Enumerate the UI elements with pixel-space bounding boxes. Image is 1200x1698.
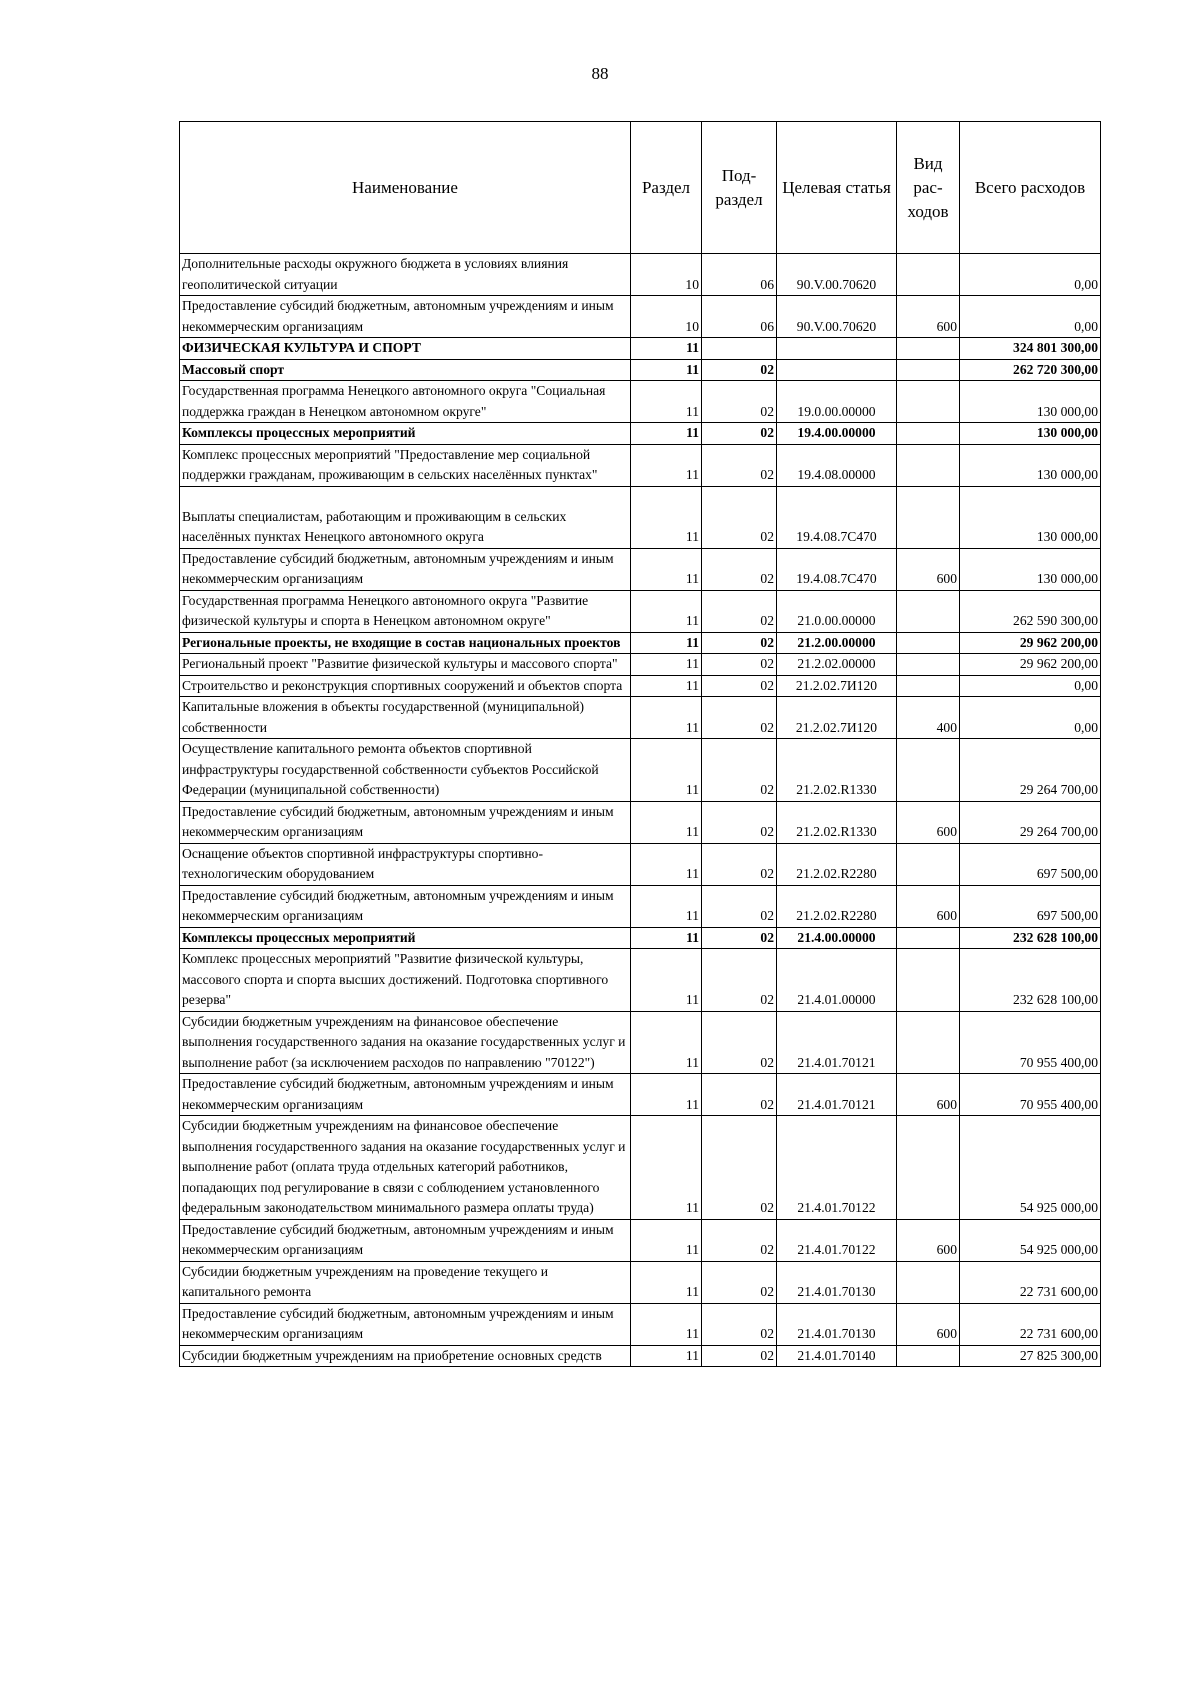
- table-row: [180, 254, 1101, 296]
- cell-name: Комплекс процессных мероприятий "Развитие физической культуры, массового спорта и спорта высших достижений. Подготовка спортивного резерва": [180, 949, 631, 1012]
- cell-statya: 21.4.01.70130: [777, 1261, 897, 1303]
- cell-razdel: 11: [631, 801, 702, 843]
- cell-statya: 21.2.02.7И120: [777, 675, 897, 697]
- cell-vid: [897, 254, 960, 296]
- cell-total: 29 962 200,00: [960, 654, 1101, 676]
- cell-name: Комплексы процессных мероприятий: [180, 423, 631, 445]
- cell-name: Строительство и реконструкция спортивных сооружений и объектов спорта: [180, 675, 631, 697]
- cell-vid: [897, 486, 960, 548]
- cell-name: Выплаты специалистам, работающим и проживающим в сельских населённых пунктах Ненецкого автономного округа: [180, 486, 631, 548]
- cell-razdel: 11: [631, 654, 702, 676]
- cell-statya: 21.4.01.70122: [777, 1219, 897, 1261]
- cell-statya: 21.2.00.00000: [777, 632, 897, 654]
- cell-name: Субсидии бюджетным учреждениям на финансовое обеспечение выполнения государственного задания на оказание государственных услуг и выполнение работ (за исключением расходов по направлению "70122"): [180, 1011, 631, 1074]
- cell-razdel: 11: [631, 486, 702, 548]
- cell-vid: 600: [897, 1074, 960, 1116]
- cell-statya: 21.2.02.R2280: [777, 885, 897, 927]
- table-row: [180, 486, 1101, 548]
- cell-podrazdel: 06: [702, 296, 777, 338]
- cell-podrazdel: 02: [702, 675, 777, 697]
- cell-statya: 21.4.01.70122: [777, 1116, 897, 1220]
- table-row: [180, 927, 1101, 949]
- cell-total: 29 264 700,00: [960, 739, 1101, 802]
- cell-razdel: 11: [631, 381, 702, 423]
- cell-vid: [897, 1345, 960, 1367]
- cell-total: 54 925 000,00: [960, 1116, 1101, 1220]
- cell-vid: [897, 590, 960, 632]
- cell-total: 130 000,00: [960, 548, 1101, 590]
- cell-vid: [897, 359, 960, 381]
- cell-vid: 600: [897, 801, 960, 843]
- cell-vid: [897, 675, 960, 697]
- cell-razdel: 10: [631, 254, 702, 296]
- header-total: Всего расходов: [960, 122, 1101, 254]
- cell-razdel: 11: [631, 590, 702, 632]
- cell-total: 29 264 700,00: [960, 801, 1101, 843]
- cell-name: Предоставление субсидий бюджетным, автономным учреждениям и иным некоммерческим организациям: [180, 885, 631, 927]
- cell-statya: 21.0.00.00000: [777, 590, 897, 632]
- table-row: [180, 739, 1101, 802]
- table-row: [180, 1011, 1101, 1074]
- table-row: [180, 381, 1101, 423]
- cell-statya: 19.4.08.7С470: [777, 486, 897, 548]
- cell-total: 54 925 000,00: [960, 1219, 1101, 1261]
- cell-podrazdel: 02: [702, 949, 777, 1012]
- cell-total: 262 590 300,00: [960, 590, 1101, 632]
- cell-total: 22 731 600,00: [960, 1303, 1101, 1345]
- cell-vid: [897, 423, 960, 445]
- cell-total: 697 500,00: [960, 843, 1101, 885]
- cell-vid: [897, 654, 960, 676]
- cell-razdel: 11: [631, 885, 702, 927]
- table-row: [180, 675, 1101, 697]
- cell-statya: 21.2.02.R1330: [777, 739, 897, 802]
- cell-total: 27 825 300,00: [960, 1345, 1101, 1367]
- table-row: [180, 590, 1101, 632]
- cell-podrazdel: 02: [702, 590, 777, 632]
- cell-podrazdel: 02: [702, 632, 777, 654]
- table-row: [180, 801, 1101, 843]
- cell-name: Комплексы процессных мероприятий: [180, 927, 631, 949]
- cell-razdel: 11: [631, 1219, 702, 1261]
- cell-statya: 21.4.01.70140: [777, 1345, 897, 1367]
- header-podrazdel: Под-раздел: [702, 122, 777, 254]
- table-row: [180, 1303, 1101, 1345]
- cell-podrazdel: 02: [702, 1303, 777, 1345]
- cell-razdel: 11: [631, 949, 702, 1012]
- cell-total: 0,00: [960, 296, 1101, 338]
- cell-razdel: 11: [631, 675, 702, 697]
- cell-razdel: 11: [631, 697, 702, 739]
- cell-vid: 600: [897, 1303, 960, 1345]
- cell-podrazdel: 02: [702, 843, 777, 885]
- cell-statya: 21.4.00.00000: [777, 927, 897, 949]
- cell-name: Осуществление капитального ремонта объектов спортивной инфраструктуры государственной собственности субъектов Российской Федерации (муниципальной собственности): [180, 739, 631, 802]
- cell-vid: [897, 739, 960, 802]
- cell-name: Комплекс процессных мероприятий "Предоставление мер социальной поддержки гражданам, проживающим в сельских населённых пунктах": [180, 444, 631, 486]
- cell-podrazdel: 02: [702, 423, 777, 445]
- table-row: [180, 843, 1101, 885]
- cell-statya: [777, 359, 897, 381]
- cell-podrazdel: 06: [702, 254, 777, 296]
- cell-total: 130 000,00: [960, 444, 1101, 486]
- cell-razdel: 11: [631, 1303, 702, 1345]
- cell-vid: [897, 927, 960, 949]
- table-row: [180, 1345, 1101, 1367]
- cell-statya: 21.4.01.70121: [777, 1011, 897, 1074]
- cell-name: Субсидии бюджетным учреждениям на финансовое обеспечение выполнения государственного задания на оказание государственных услуг и выполнение работ (оплата труда отдельных категорий работников, попадающих под регулирование в связи с соблюдением установленного федеральным законодательством минимального размера оплаты труда): [180, 1116, 631, 1220]
- cell-name: ФИЗИЧЕСКАЯ КУЛЬТУРА И СПОРТ: [180, 338, 631, 360]
- header-statya: Целевая статья: [777, 122, 897, 254]
- cell-total: 70 955 400,00: [960, 1011, 1101, 1074]
- cell-statya: 90.V.00.70620: [777, 254, 897, 296]
- cell-total: 130 000,00: [960, 486, 1101, 548]
- cell-name: Предоставление субсидий бюджетным, автономным учреждениям и иным некоммерческим организациям: [180, 548, 631, 590]
- cell-vid: [897, 1116, 960, 1220]
- cell-vid: [897, 949, 960, 1012]
- cell-razdel: 11: [631, 927, 702, 949]
- cell-total: 22 731 600,00: [960, 1261, 1101, 1303]
- cell-total: 262 720 300,00: [960, 359, 1101, 381]
- cell-statya: 90.V.00.70620: [777, 296, 897, 338]
- page-number: 88: [591, 64, 609, 83]
- cell-razdel: 11: [631, 1261, 702, 1303]
- cell-statya: 19.4.08.00000: [777, 444, 897, 486]
- cell-total: 232 628 100,00: [960, 927, 1101, 949]
- cell-podrazdel: 02: [702, 359, 777, 381]
- cell-vid: 600: [897, 296, 960, 338]
- table-row: [180, 654, 1101, 676]
- table-row: [180, 697, 1101, 739]
- cell-podrazdel: 02: [702, 1219, 777, 1261]
- cell-razdel: 11: [631, 843, 702, 885]
- cell-podrazdel: 02: [702, 1074, 777, 1116]
- cell-razdel: 11: [631, 1345, 702, 1367]
- cell-statya: 21.2.02.R1330: [777, 801, 897, 843]
- cell-statya: 21.2.02.R2280: [777, 843, 897, 885]
- header-vid: Вид рас-ходов: [897, 122, 960, 254]
- cell-name: Массовый спорт: [180, 359, 631, 381]
- cell-razdel: 11: [631, 444, 702, 486]
- cell-name: Предоставление субсидий бюджетным, автономным учреждениям и иным некоммерческим организациям: [180, 296, 631, 338]
- table-row: [180, 632, 1101, 654]
- cell-vid: [897, 843, 960, 885]
- cell-razdel: 11: [631, 338, 702, 360]
- cell-razdel: 11: [631, 359, 702, 381]
- cell-statya: 21.4.01.00000: [777, 949, 897, 1012]
- table-row: [180, 296, 1101, 338]
- table-row: [180, 548, 1101, 590]
- budget-table: [179, 121, 1101, 1367]
- cell-vid: [897, 381, 960, 423]
- cell-podrazdel: 02: [702, 486, 777, 548]
- cell-name: Региональные проекты, не входящие в состав национальных проектов: [180, 632, 631, 654]
- cell-total: 70 955 400,00: [960, 1074, 1101, 1116]
- cell-podrazdel: 02: [702, 548, 777, 590]
- cell-podrazdel: 02: [702, 1011, 777, 1074]
- table-row: [180, 885, 1101, 927]
- cell-statya: 19.4.08.7С470: [777, 548, 897, 590]
- cell-podrazdel: 02: [702, 739, 777, 802]
- table-row: [180, 1261, 1101, 1303]
- cell-podrazdel: 02: [702, 885, 777, 927]
- cell-razdel: 11: [631, 1116, 702, 1220]
- cell-vid: [897, 338, 960, 360]
- cell-name: Предоставление субсидий бюджетным, автономным учреждениям и иным некоммерческим организациям: [180, 1074, 631, 1116]
- cell-razdel: 11: [631, 548, 702, 590]
- cell-name: Предоставление субсидий бюджетным, автономным учреждениям и иным некоммерческим организациям: [180, 801, 631, 843]
- cell-statya: 21.4.01.70121: [777, 1074, 897, 1116]
- cell-podrazdel: 02: [702, 1261, 777, 1303]
- table-row: [180, 1074, 1101, 1116]
- table-row: [180, 444, 1101, 486]
- cell-podrazdel: 02: [702, 381, 777, 423]
- cell-razdel: 11: [631, 739, 702, 802]
- cell-total: 0,00: [960, 254, 1101, 296]
- cell-statya: 21.2.02.00000: [777, 654, 897, 676]
- cell-name: Оснащение объектов спортивной инфраструктуры спортивно-технологическим оборудованием: [180, 843, 631, 885]
- cell-vid: 600: [897, 1219, 960, 1261]
- cell-razdel: 11: [631, 632, 702, 654]
- cell-statya: 21.4.01.70130: [777, 1303, 897, 1345]
- cell-razdel: 10: [631, 296, 702, 338]
- header-name: Наименование: [180, 122, 631, 254]
- cell-statya: 21.2.02.7И120: [777, 697, 897, 739]
- cell-total: 697 500,00: [960, 885, 1101, 927]
- cell-name: Субсидии бюджетным учреждениям на приобретение основных средств: [180, 1345, 631, 1367]
- cell-name: Государственная программа Ненецкого автономного округа "Социальная поддержка граждан в Ненецком автономном округе": [180, 381, 631, 423]
- table-row: [180, 423, 1101, 445]
- table-header: [180, 122, 1101, 254]
- cell-name: Государственная программа Ненецкого автономного округа "Развитие физической культуры и спорта в Ненецком автономном округе": [180, 590, 631, 632]
- cell-name: Предоставление субсидий бюджетным, автономным учреждениям и иным некоммерческим организациям: [180, 1219, 631, 1261]
- cell-podrazdel: 02: [702, 927, 777, 949]
- cell-vid: [897, 1011, 960, 1074]
- cell-statya: 19.0.00.00000: [777, 381, 897, 423]
- cell-podrazdel: 02: [702, 801, 777, 843]
- cell-podrazdel: 02: [702, 1345, 777, 1367]
- table-row: [180, 359, 1101, 381]
- cell-razdel: 11: [631, 1074, 702, 1116]
- cell-vid: 600: [897, 548, 960, 590]
- table-body: [180, 254, 1101, 1367]
- cell-vid: [897, 1261, 960, 1303]
- table-row: [180, 338, 1101, 360]
- cell-name: Субсидии бюджетным учреждениям на проведение текущего и капитального ремонта: [180, 1261, 631, 1303]
- cell-vid: [897, 632, 960, 654]
- cell-name: Капитальные вложения в объекты государственной (муниципальной) собственности: [180, 697, 631, 739]
- header-razdel: Раздел: [631, 122, 702, 254]
- cell-name: Дополнительные расходы окружного бюджета в условиях влияния геополитической ситуации: [180, 254, 631, 296]
- cell-total: 232 628 100,00: [960, 949, 1101, 1012]
- table-row: [180, 1219, 1101, 1261]
- cell-name: Региональный проект "Развитие физической культуры и массового спорта": [180, 654, 631, 676]
- table-row: [180, 949, 1101, 1012]
- table-row: [180, 1116, 1101, 1220]
- cell-podrazdel: 02: [702, 1116, 777, 1220]
- cell-total: 130 000,00: [960, 423, 1101, 445]
- cell-podrazdel: 02: [702, 697, 777, 739]
- cell-total: 0,00: [960, 697, 1101, 739]
- cell-razdel: 11: [631, 1011, 702, 1074]
- cell-statya: [777, 338, 897, 360]
- cell-vid: [897, 444, 960, 486]
- cell-podrazdel: [702, 338, 777, 360]
- cell-total: 324 801 300,00: [960, 338, 1101, 360]
- cell-razdel: 11: [631, 423, 702, 445]
- cell-total: 29 962 200,00: [960, 632, 1101, 654]
- cell-vid: 600: [897, 885, 960, 927]
- cell-total: 130 000,00: [960, 381, 1101, 423]
- cell-vid: 400: [897, 697, 960, 739]
- cell-name: Предоставление субсидий бюджетным, автономным учреждениям и иным некоммерческим организациям: [180, 1303, 631, 1345]
- cell-total: 0,00: [960, 675, 1101, 697]
- cell-podrazdel: 02: [702, 654, 777, 676]
- cell-statya: 19.4.00.00000: [777, 423, 897, 445]
- cell-podrazdel: 02: [702, 444, 777, 486]
